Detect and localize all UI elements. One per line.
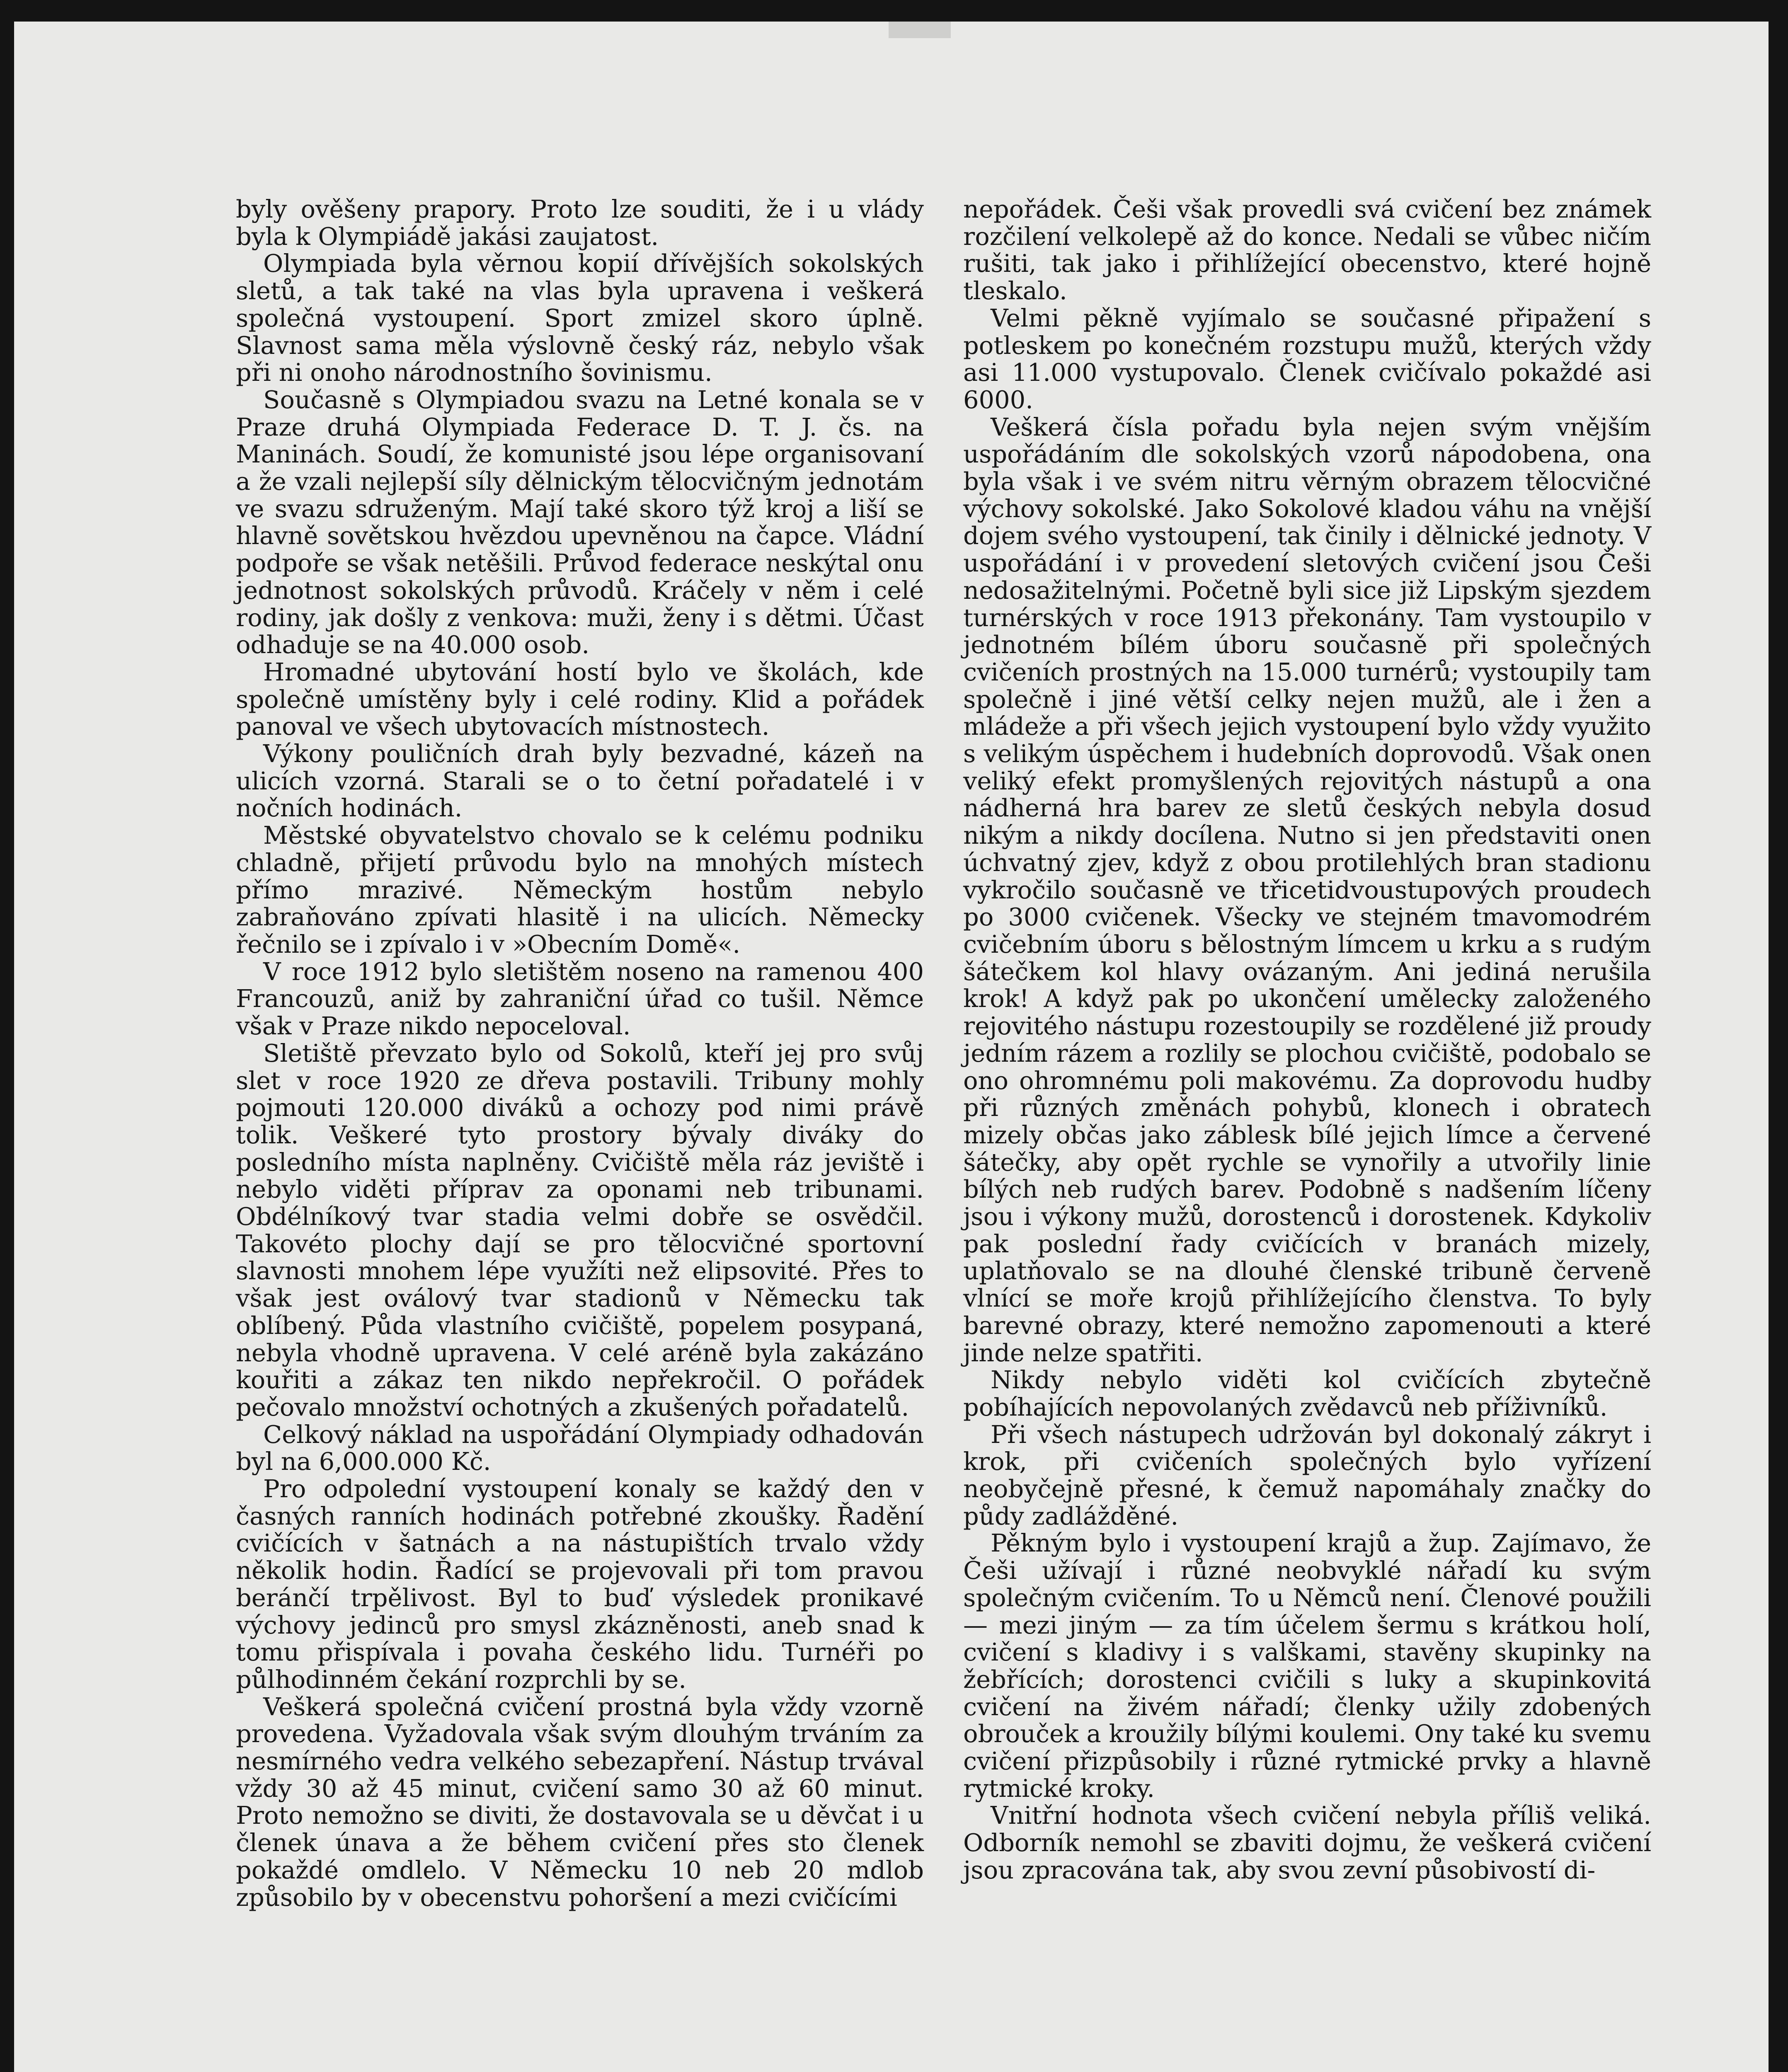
paragraph: Při všech nástupech udržován byl dokonalý zákryt i krok, při cvičeních společných bylo vyřízení neobyčejně přesné, k čemuž napomáhaly značky do půdy zadlážděné. xyxy=(963,1420,1651,1530)
paragraph: Veškerá čísla pořadu byla nejen svým vnějším uspořádáním dle sokolských vzorů nápodobena, ona byla však i ve svém nitru věrným obrazem tělocvičné výchovy sokolské. Jako Sokolové kladou váhu na vnější dojem svého vystoupení, tak činily i dělnické jednoty. V uspořádání i v provedení sletových cvičení jsou Češi nedosažitelnými. Početně byli sice již Lipským sjezdem turnérských v roce 1913 překonány. Tam vystoupilo v jednotném bílém úboru současně při společných cvičeních prostných na 15.000 turnérů; vystoupily tam společně i jiné větší celky nejen mužů, ale i žen a mládeže a při všech jejich vystoupení bylo vždy využito s velikým úspěchem i hudebních doprovodů. Však onen veliký efekt promyšlených rejovitých nástupů a ona nádherná hra barev ze sletů českých nebyla dosud nikým a nikdy docílena. Nutno si jen představiti onen úchvatný zjev, když z obou protilehlých bran stadionu vykročilo současně ve třicetidvoustupových proudech po 3000 cvičenek. Všecky ve stejném tmavomodrém cvičebním úboru s bělostným límcem u krku a s rudým šátečkem kol hlavy ovázaným. Ani jediná nerušila krok! A když pak po ukončení umělecky založeného rejovitého nástupu rozestoupily se rozdělené již proudy jedním rázem a rozlily se plochou cvičiště, podobalo se ono ohromnému poli makovému. Za doprovodu hudby při různých změnách pohybů, klonech i obratech mizely občas jako záblesk bílé jejich límce a červené šátečky, aby opět rychle se vynořily a utvořily linie bílých neb rudých barev. Podobně s nadšením líčeny jsou i výkony mužů, dorostenců i dorostenek. Kdykoliv pak poslední řady cvičících v branách mizely, uplatňovalo se na dlouhé členské tribuně červeně vlnící se moře krojů přihlížejícího členstva. To byly barevné obrazy, které nemožno zapomenouti a které jinde nelze spatřiti. xyxy=(963,412,1651,1367)
paragraph: Pěkným bylo i vystoupení krajů a žup. Zajímavo, že Češi užívají i různé neobvyklé nářadí ku svým společným cvičením. To u Němců není. Členové použili — mezi jiným — za tím účelem šermu s krátkou holí, cvičení s kladivy i s valškami, stavěny skupinky na žebřících; dorostenci cvičili s luky a skupinkovitá cvičení na živém nářadí; členky užily zdobených obrouček a kroužily bílými koulemi. Ony také ku svemu cvičení přizpůsobily i různé rytmické prvky a hlavně rytmické kroky. xyxy=(963,1529,1651,1803)
document-page xyxy=(14,22,1769,2072)
paragraph: Pro odpolední vystoupení konaly se každý den v časných ranních hodinách potřebné zkoušky. Řadění cvičících v šatnách a na nástupištích trvalo vždy několik hodin. Řadící se projevovali při tom pravou beránčí trpělivost. Byl to buď výsledek pronikavé výchovy jedinců pro smysl zkázněnosti, aneb snad k tomu přispívala i povaha českého lidu. Turnéři po půlhodinném čekání rozprchli by se. xyxy=(236,1474,924,1694)
paragraph: Hromadné ubytování hostí bylo ve školách, kde společně umístěny byly i celé rodiny. Klid a pořádek panoval ve všech ubytovacích místnostech. xyxy=(236,657,924,741)
paragraph: Sletiště převzato bylo od Sokolů, kteří jej pro svůj slet v roce 1920 ze dřeva postavili. Tribuny mohly pojmouti 120.000 diváků a ochozy pod nimi právě tolik. Veškeré tyto prostory bývaly diváky do posledního místa naplněny. Cvičiště měla ráz jeviště i nebylo viděti příprav za oponami neb tribunami. Obdélníkový tvar stadia velmi dobře se osvědčil. Takovéto plochy dají se pro tělocvičné sportovní slavnosti mnohem lépe využíti než elipsovité. Přes to však jest oválový tvar stadionů v Německu tak oblíbený. Půda vlastního cvičiště, popelem posypaná, nebyla vhodně upravena. V celé aréně byla zakázáno kouřiti a zákaz ten nikdo nepřekročil. O pořádek pečovalo množství ochotných a zkušených pořadatelů. xyxy=(236,1038,924,1421)
paragraph: Výkony pouličních drah byly bezvadné, kázeň na ulicích vzorná. Starali se o to četní pořadatelé i v nočních hodinách. xyxy=(236,739,924,823)
paragraph: Velmi pěkně vyjímalo se současné připažení s potleskem po konečném rozstupu mužů, kterých vždy asi 11.000 vystupovalo. Členek cvičívalo pokaždé asi 6000. xyxy=(963,303,1651,414)
paragraph: Veškerá společná cvičení prostná byla vždy vzorně provedena. Vyžadovala však svým dlouhým trváním za nesmírného vedra velkého sebezapření. Nástup trvával vždy 30 až 45 minut, cvičení samo 30 až 60 minut. Proto nemožno se diviti, že dostavovala se u děvčat i u členek únava a že během cvičení přes sto členek pokaždé omdlelo. V Německu 10 neb 20 mdlob způsobilo by v obecenstvu pohoršení a mezi cvičícími xyxy=(236,1692,924,1912)
paragraph: Městské obyvatelstvo chovalo se k celému podniku chladně, přijetí průvodu bylo na mnohých místech přímo mrazivé. Německým hostům nebylo zabraňováno zpívati hlasitě i na ulicích. Německy řečnilo se i zpívalo i v »Obecním Domě«. xyxy=(236,821,924,959)
paragraph: byly ověšeny prapory. Proto lze souditi, že i u vlády byla k Olympiádě jakási zaujatost. xyxy=(236,195,924,251)
right-column xyxy=(963,196,1651,1884)
paragraph: Současně s Olympiadou svazu na Letné konala se v Praze druhá Olympiada Federace D. T. J. čs. na Maninách. Soudí, že komunisté jsou lépe organisovaní a že vzali nejlepší síly dělnickým tělocvičným jednotám ve svazu sdruženým. Mají také skoro týž kroj a liší se hlavně sovětskou hvězdou upevněnou na čapce. Vládní podpoře se však netěšili. Průvod federace neskýtal onu jednotnost sokolských průvodů. Kráčely v něm i celé rodiny, jak došly z venkova: muži, ženy i s dětmi. Účast odhaduje se na 40.000 osob. xyxy=(236,385,924,659)
scan-edge-mark xyxy=(889,22,951,38)
left-column xyxy=(236,196,924,1911)
paragraph: Celkový náklad na uspořádání Olympiady odhadován byl na 6,000.000 Kč. xyxy=(236,1420,924,1476)
paragraph: V roce 1912 bylo sletištěm noseno na ramenou 400 Francouzů, aniž by zahraniční úřad co tušil. Němce však v Praze nikdo nepoceloval. xyxy=(236,957,924,1041)
paragraph: Olympiada byla věrnou kopií dřívějších sokolských sletů, a tak také na vlas byla upravena i veškerá společná vystoupení. Sport zmizel skoro úplně. Slavnost sama měla výslovně český ráz, nebylo však při ni onoho národnostního šovinismu. xyxy=(236,249,924,387)
paragraph: Nikdy nebylo viděti kol cvičících zbytečně pobíhajících nepovolaných zvědavců neb příživníků. xyxy=(963,1365,1651,1421)
paragraph: Vnitřní hodnota všech cvičení nebyla příliš veliká. Odborník nemohl se zbaviti dojmu, že veškerá cvičení jsou zpracována tak, aby svou zevní působivostí di- xyxy=(963,1801,1651,1884)
paragraph: nepořádek. Češi však provedli svá cvičení bez známek rozčilení velkolepě až do konce. Nedali se vůbec ničím rušiti, tak jako i přihlížející obecenstvo, které hojně tleskalo. xyxy=(963,195,1651,305)
